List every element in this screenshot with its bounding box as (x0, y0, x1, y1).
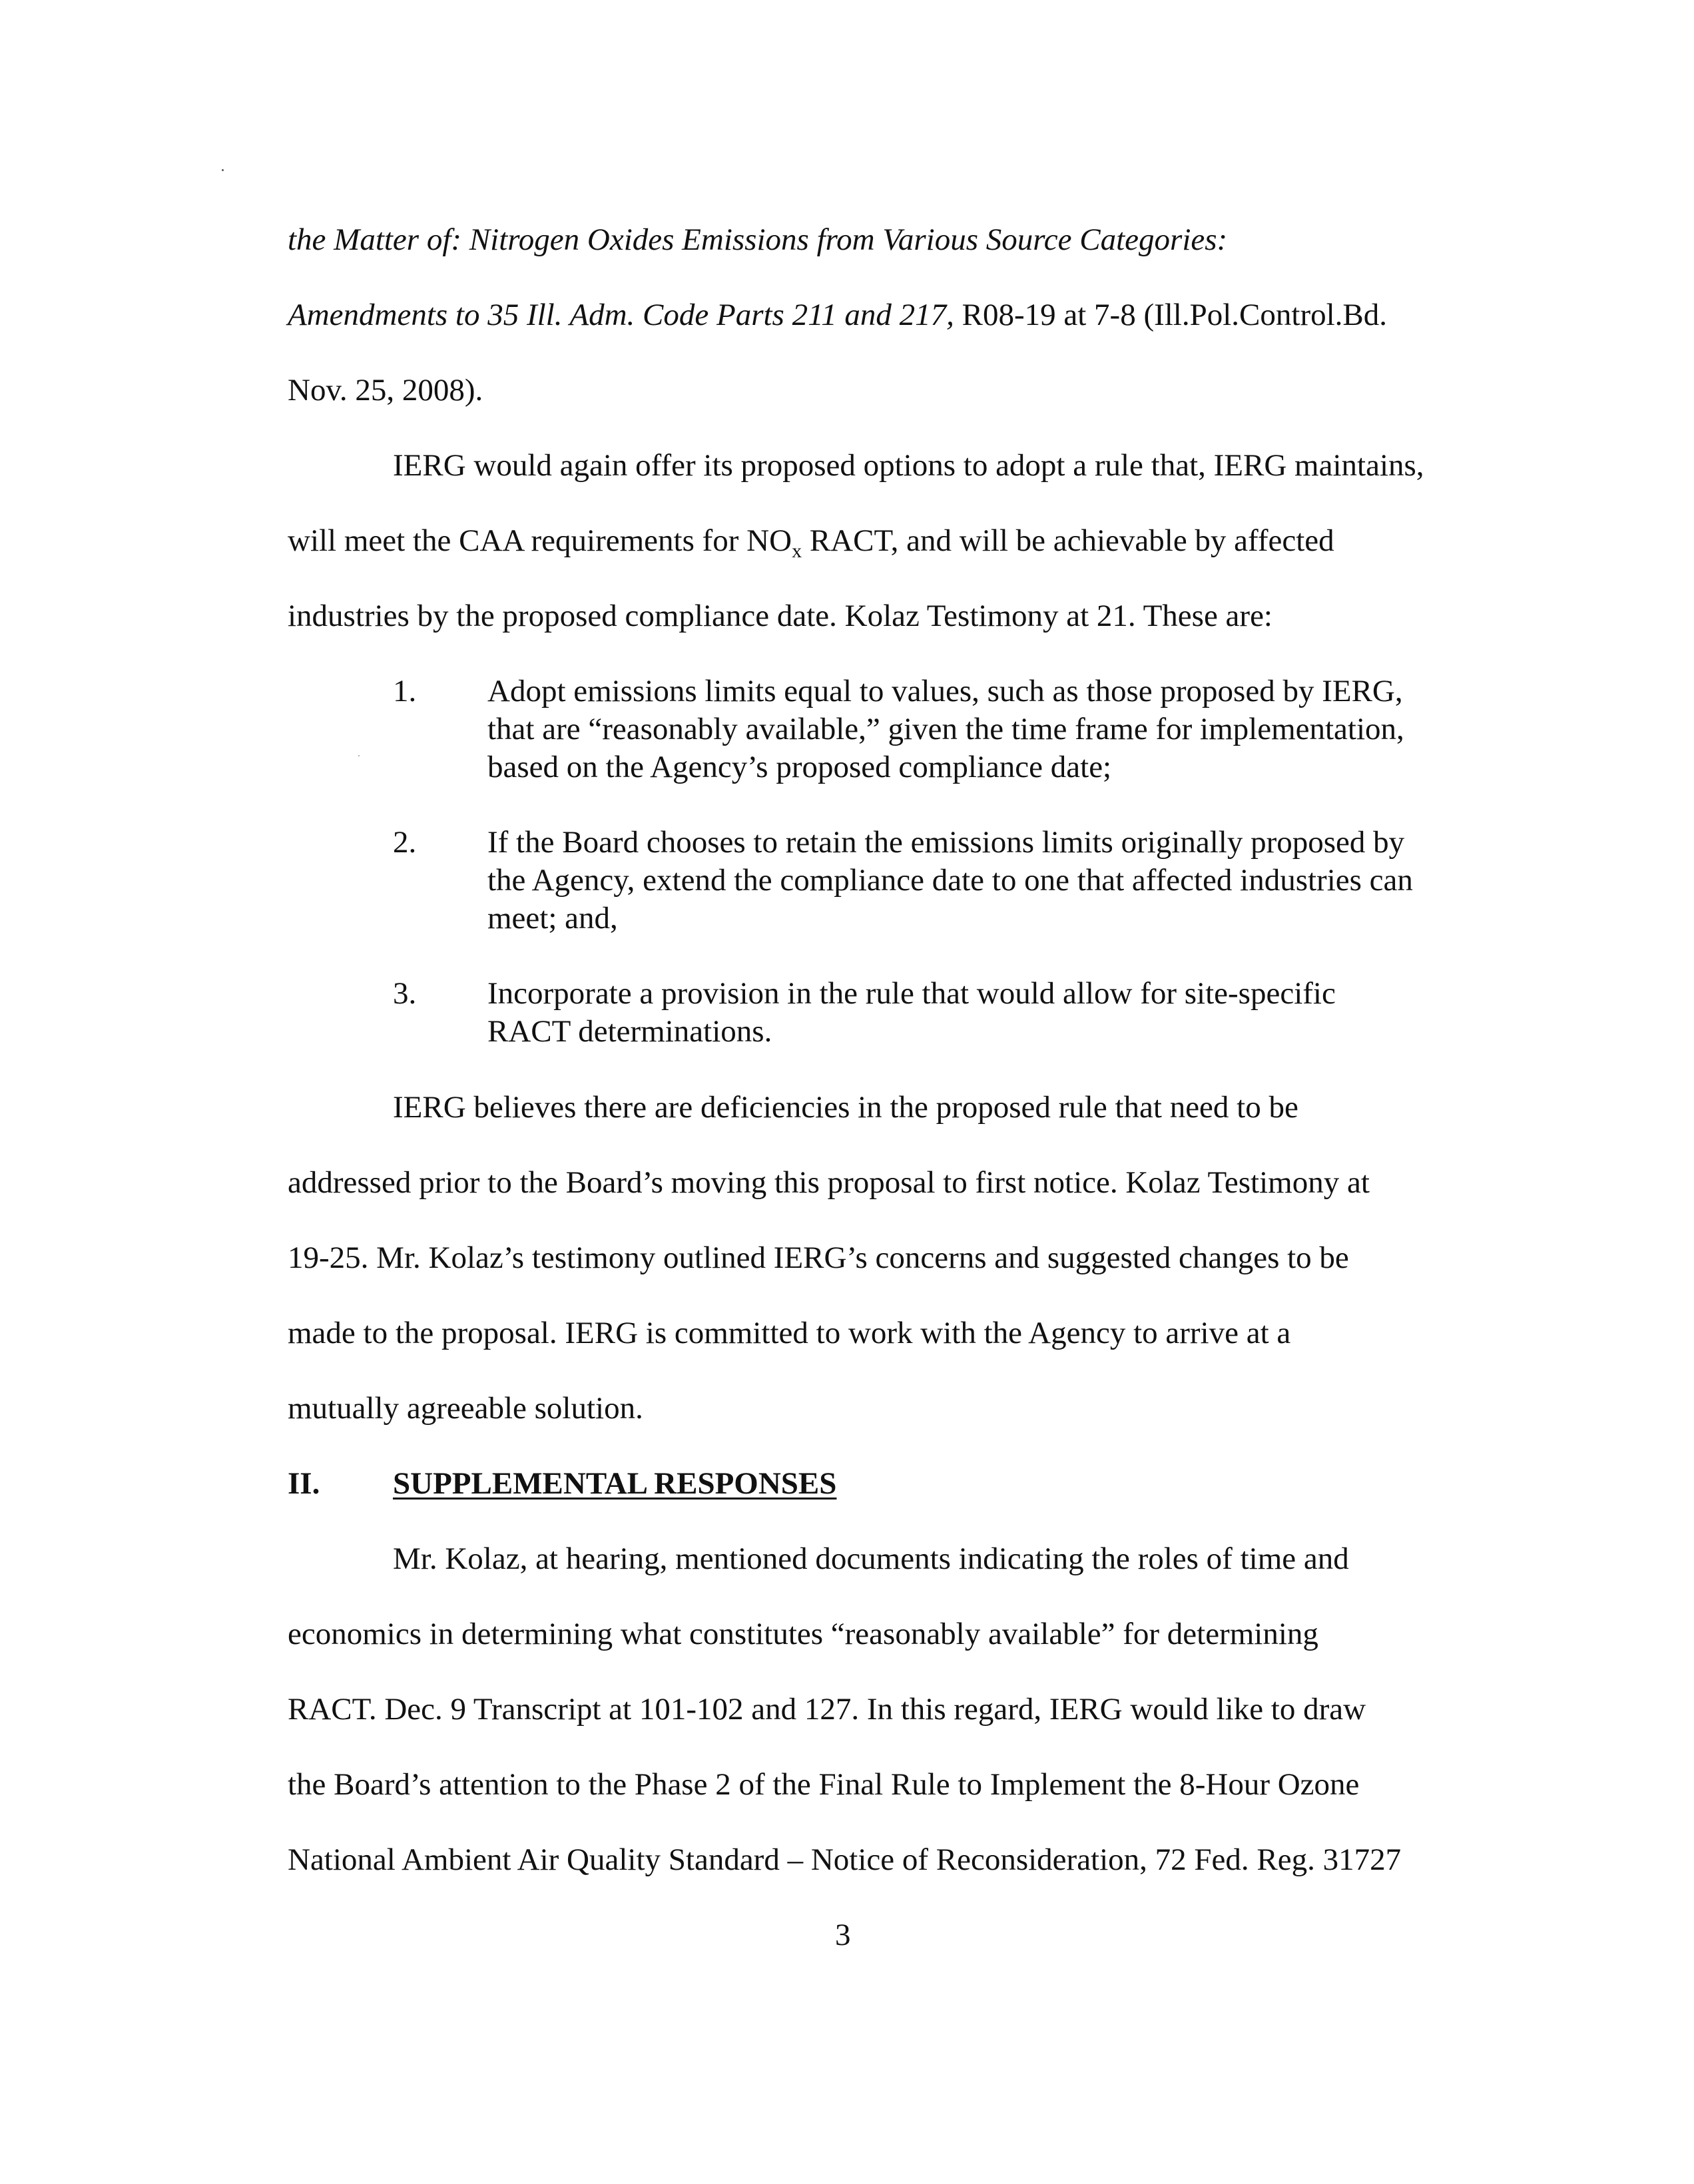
citation-line-3: Nov. 25, 2008). (288, 373, 483, 408)
paragraph-2-line-2: addressed prior to the Board’s moving this proposal to first notice. Kolaz Testimony at (288, 1165, 1370, 1200)
list-item-1-line-1: Adopt emissions limits equal to values, such as those proposed by IERG, (487, 674, 1403, 708)
list-item-2-line-3: meet; and, (487, 901, 618, 936)
citation-reference: R08-19 at 7-8 (Ill.Pol.Control.Bd. (954, 298, 1388, 332)
list-item-number: 3. (393, 976, 417, 1011)
scan-speck (222, 169, 224, 171)
paragraph-1-line-1: IERG would again offer its proposed options to adopt a rule that, IERG maintains, (393, 448, 1424, 483)
citation-line-1: the Matter of: Nitrogen Oxides Emissions from Various Source Categories: (288, 222, 1228, 257)
paragraph-3-line-5: National Ambient Air Quality Standard – Notice of Reconsideration, 72 Fed. Reg. 31727 (288, 1842, 1402, 1877)
list-item-3-line-1: Incorporate a provision in the rule that would allow for site-specific (487, 976, 1336, 1011)
list-item-2-line-1: If the Board chooses to retain the emissions limits originally proposed by (487, 825, 1405, 860)
paragraph-3-line-3: RACT. Dec. 9 Transcript at 101-102 and 127. In this regard, IERG would like to draw (288, 1692, 1366, 1727)
subscript-x: x (792, 540, 802, 562)
page-number: 3 (835, 1918, 851, 1952)
scan-speck (358, 755, 360, 756)
list-item-3-line-2: RACT determinations. (487, 1014, 772, 1049)
list-item-number: 1. (393, 674, 417, 708)
citation-title-italic: Amendments to 35 Ill. Adm. Code Parts 211 and 217, (288, 298, 954, 332)
paragraph-1-line-3: industries by the proposed compliance date. Kolaz Testimony at 21. These are: (288, 599, 1272, 633)
paragraph-1-text-b: RACT, and will be achievable by affected (802, 523, 1334, 558)
paragraph-3-line-1: Mr. Kolaz, at hearing, mentioned documents indicating the roles of time and (393, 1541, 1349, 1576)
list-item-2-line-2: the Agency, extend the compliance date to one that affected industries can (487, 863, 1413, 898)
list-item-1-line-3: based on the Agency’s proposed compliance date; (487, 750, 1112, 784)
paragraph-2-line-3: 19-25. Mr. Kolaz’s testimony outlined IERG’s concerns and suggested changes to be (288, 1240, 1349, 1275)
paragraph-1-line-2 (288, 521, 1334, 571)
paragraph-2-line-1: IERG believes there are deficiencies in the proposed rule that need to be (393, 1090, 1298, 1125)
list-item-1-line-2: that are “reasonably available,” given the time frame for implementation, (487, 712, 1404, 746)
paragraph-3-line-2: economics in determining what constitutes “reasonably available” for determining (288, 1617, 1318, 1651)
section-heading: SUPPLEMENTAL RESPONSES (393, 1466, 837, 1501)
paragraph-3-line-4: the Board’s attention to the Phase 2 of the Final Rule to Implement the 8-Hour Ozone (288, 1767, 1360, 1802)
paragraph-2-line-4: made to the proposal. IERG is committed to work with the Agency to arrive at a (288, 1316, 1291, 1350)
paragraph-2-line-5: mutually agreeable solution. (288, 1391, 643, 1426)
paragraph-1-text-a: will meet the CAA requirements for NO (288, 523, 792, 558)
citation-line-2 (288, 295, 1387, 335)
list-item-number: 2. (393, 825, 417, 860)
section-number: II. (288, 1466, 320, 1501)
